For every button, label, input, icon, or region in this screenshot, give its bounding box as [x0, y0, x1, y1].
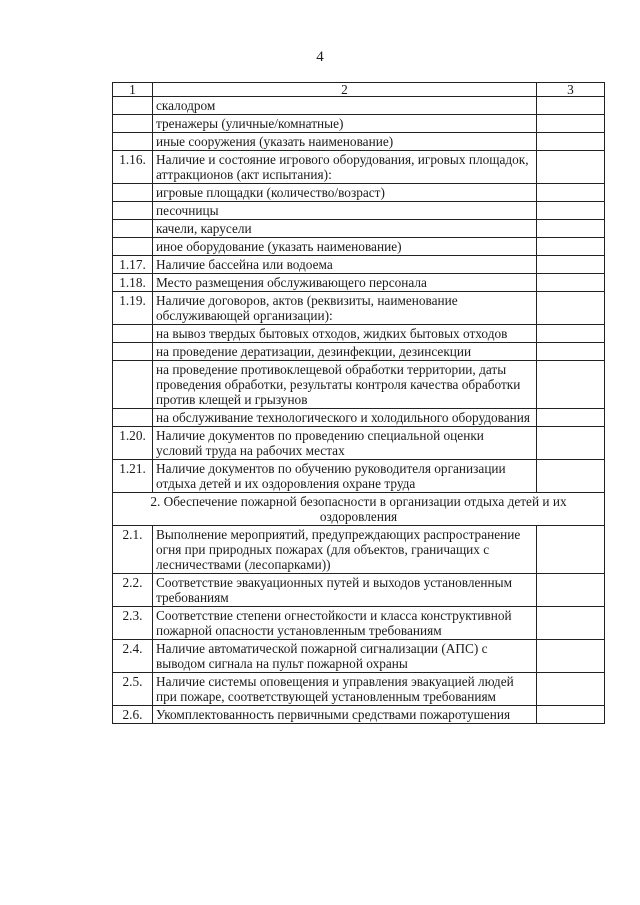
header-col-1: 1: [113, 83, 153, 97]
row-value-cell: [537, 409, 605, 427]
row-number: 2.5.: [113, 673, 153, 706]
row-value-cell: [537, 706, 605, 724]
row-value-cell: [537, 220, 605, 238]
row-number: 1.18.: [113, 274, 153, 292]
table-row: [113, 640, 605, 673]
table-row: [113, 607, 605, 640]
row-value-cell: [537, 274, 605, 292]
row-number: [113, 343, 153, 361]
row-number: 2.2.: [113, 574, 153, 607]
row-number: [113, 238, 153, 256]
row-number: [113, 202, 153, 220]
row-text: иное оборудование (указать наименование): [153, 238, 537, 256]
row-text: Наличие автоматической пожарной сигнализации (АПС) с выводом сигнала на пульт пожарной охраны: [153, 640, 537, 673]
table-row: [113, 526, 605, 574]
row-value-cell: [537, 325, 605, 343]
row-value-cell: [537, 526, 605, 574]
table-row: [113, 706, 605, 724]
row-number: [113, 97, 153, 115]
row-value-cell: [537, 115, 605, 133]
row-number: 1.16.: [113, 151, 153, 184]
table-row: [113, 325, 605, 343]
row-text: Наличие документов по проведению специальной оценки условий труда на рабочих местах: [153, 427, 537, 460]
table-row: [113, 115, 605, 133]
table-row: [113, 97, 605, 115]
row-number: 1.21.: [113, 460, 153, 493]
row-text: качели, карусели: [153, 220, 537, 238]
row-text: скалодром: [153, 97, 537, 115]
row-value-cell: [537, 151, 605, 184]
table-header-row: [113, 83, 605, 97]
row-number: [113, 115, 153, 133]
row-value-cell: [537, 97, 605, 115]
row-number: 1.17.: [113, 256, 153, 274]
row-text: Укомплектованность первичными средствами пожаротушения: [153, 706, 537, 724]
table-row: [113, 361, 605, 409]
row-text: Наличие договоров, актов (реквизиты, наименование обслуживающей организации):: [153, 292, 537, 325]
table-row: [113, 151, 605, 184]
inspection-table: [112, 82, 605, 724]
table-row: [113, 238, 605, 256]
row-number: [113, 133, 153, 151]
table-row: [113, 460, 605, 493]
row-text: Место размещения обслуживающего персонала: [153, 274, 537, 292]
table-row: [113, 133, 605, 151]
page-number: 4: [316, 49, 324, 65]
row-text: Выполнение мероприятий, предупреждающих распространение огня при природных пожарах (для объектов, граничащих с лесничествами (лесопарками)): [153, 526, 537, 574]
row-value-cell: [537, 256, 605, 274]
row-value-cell: [537, 607, 605, 640]
table-row: [113, 343, 605, 361]
row-value-cell: [537, 574, 605, 607]
table-row: [113, 409, 605, 427]
row-text: Соответствие эвакуационных путей и выходов установленным требованиям: [153, 574, 537, 607]
row-text: игровые площадки (количество/возраст): [153, 184, 537, 202]
row-number: [113, 361, 153, 409]
table-row: [113, 220, 605, 238]
row-value-cell: [537, 343, 605, 361]
row-text: иные сооружения (указать наименование): [153, 133, 537, 151]
row-value-cell: [537, 292, 605, 325]
row-text: Наличие бассейна или водоема: [153, 256, 537, 274]
header-col-3: 3: [537, 83, 605, 97]
row-text: Наличие и состояние игрового оборудования, игровых площадок, аттракционов (акт испытания):: [153, 151, 537, 184]
row-number: 1.20.: [113, 427, 153, 460]
row-number: 2.3.: [113, 607, 153, 640]
row-value-cell: [537, 640, 605, 673]
row-number: 2.1.: [113, 526, 153, 574]
table-row: [113, 574, 605, 607]
table-row: [113, 292, 605, 325]
row-value-cell: [537, 238, 605, 256]
table-row: [113, 184, 605, 202]
table-row: [113, 427, 605, 460]
row-number: [113, 184, 153, 202]
header-col-2: 2: [153, 83, 537, 97]
table-row: [113, 256, 605, 274]
row-value-cell: [537, 673, 605, 706]
row-number: [113, 325, 153, 343]
row-text: песочницы: [153, 202, 537, 220]
row-text: на проведение противоклещевой обработки территории, даты проведения обработки, результаты контроля качества обработки против клещей и грызунов: [153, 361, 537, 409]
row-text: на обслуживание технологического и холодильного оборудования: [153, 409, 537, 427]
row-value-cell: [537, 202, 605, 220]
row-value-cell: [537, 133, 605, 151]
row-number: [113, 220, 153, 238]
row-text: на проведение дератизации, дезинфекции, дезинсекции: [153, 343, 537, 361]
row-number: 1.19.: [113, 292, 153, 325]
row-value-cell: [537, 460, 605, 493]
row-number: [113, 409, 153, 427]
row-value-cell: [537, 184, 605, 202]
row-text: Наличие документов по обучению руководителя организации отдыха детей и их оздоровления охране труда: [153, 460, 537, 493]
row-value-cell: [537, 427, 605, 460]
table-row: [113, 202, 605, 220]
row-text: на вывоз твердых бытовых отходов, жидких бытовых отходов: [153, 325, 537, 343]
row-text: Соответствие степени огнестойкости и класса конструктивной пожарной опасности установленным требованиям: [153, 607, 537, 640]
table-row: [113, 673, 605, 706]
section-header-row: [113, 493, 605, 526]
table-row: [113, 274, 605, 292]
row-number: 2.6.: [113, 706, 153, 724]
row-text: тренажеры (уличные/комнатные): [153, 115, 537, 133]
row-number: 2.4.: [113, 640, 153, 673]
row-text: Наличие системы оповещения и управления эвакуацией людей при пожаре, соответствующей установленным требованиям: [153, 673, 537, 706]
row-value-cell: [537, 361, 605, 409]
section-title: 2. Обеспечение пожарной безопасности в организации отдыха детей и их оздоровления: [113, 493, 605, 526]
